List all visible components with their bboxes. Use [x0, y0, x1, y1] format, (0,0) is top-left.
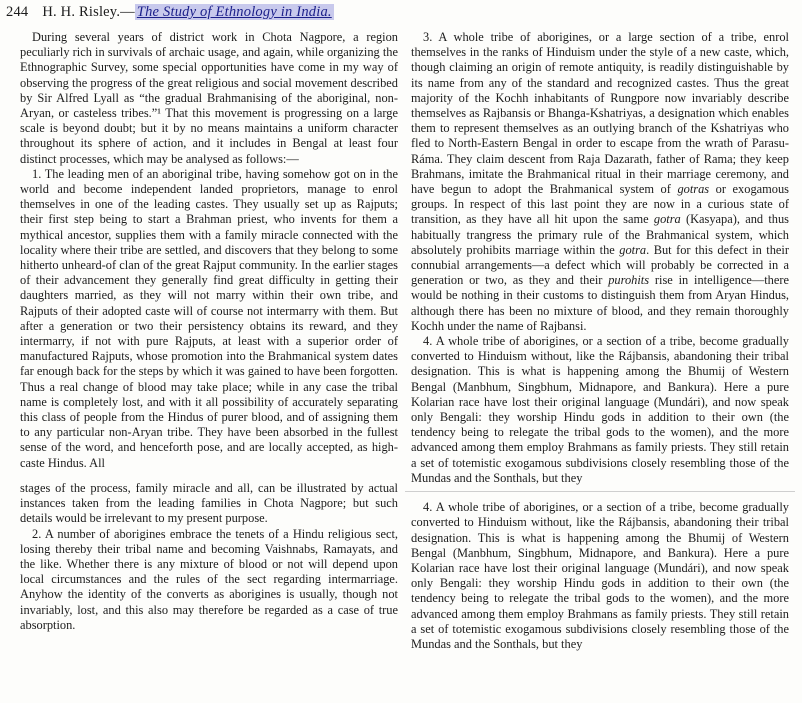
column-gap: [20, 471, 398, 481]
paragraph-three-text: (Kasyapa), and thus habitually trangress the primary rule of the Brahmanical system, which absolutely prohibits marriage within the: [411, 212, 789, 257]
paragraph-intro: During several years of district work in Chota Nagpore, a region peculiarly rich in survivals of archaic usage, and again, while organizing the Ethnographic Survey, some special opportunities have come in my way of observing the progress of the great religious and social movement described by Sir Alfred Lyall as “the gradual Brahmanising of the aboriginal, non-Aryan, or casteless tribes.”¹ That this movement is progressing on a large scale is beyond doubt; but it by no means maintains a uniform character throughout its sphere of action, and it includes in Bengal at least four distinct processes, which may be analysed as follows:—: [20, 30, 398, 166]
paragraph-four: 4. A whole tribe of aborigines, or a section of a tribe, become gradually converted to Hinduism without, like the Rájbansis, abandoning their tribal designation. This is what is happening among the Bhumij of Western Bengal (Manbhum, Singbhum, Midnapore, and Bankura). Here a pure Kolarian race have lost their original language (Mundári), and now speak only Bengali: they worship Hindu gods in addition to their own (the tendency being to relegate the tribal gods to the women), and the more advanced among them employ Brahmans as family priests. They still retain a set of totemistic exogamous subdivisions closely resembling those of the Mundas and the Sonthals, but they: [411, 334, 789, 485]
paragraph-three-text: 3. A whole tribe of aborigines, or a large section of a tribe, enrol themselves in the ranks of Hinduism under the style of a new caste, which, though claiming an origin of remote antiquity, is readily distinguishable by its name from any of the standard and recognized castes. Thus the great majority of the Kochh inhabitants of Rungpore now invariably describe themselves as Rajbansis or Bhanga-Kshatriyas, a designation which enables them to represent themselves as an outlying branch of the Kshatriyas who fled to North-Eastern Bengal in order to escape from the wrath of Parasu-Ráma. They claim descent from Raja Dazarath, father of Rama; they keep Brahmans, imitate the Brahmanical ritual in their marriage ceremony, and have begun to adopt the Brahmanical system of: [411, 30, 789, 197]
paragraph-three-text: rise in intelligence—there would be nothing in their customs to distinguish them from Aryan Hindus, although there has been no mixture of blood, and they remain thoroughly Kochh under the name of Rajbansi.: [411, 273, 789, 333]
paragraph-three-text: or exogamous groups. In respect of this last point they are now in a curious state of transition, as they have all hit upon the same: [411, 182, 789, 227]
page-number: 244: [6, 4, 29, 20]
article-title: The Study of Ethnology in India.: [136, 4, 332, 20]
paragraph-four-duplicate: 4. A whole tribe of aborigines, or a section of a tribe, become gradually converted to Hinduism without, like the Rájbansis, abandoning their tribal designation. This is what is happening among the Bhumij of Western Bengal (Manbhum, Singbhum, Midnapore, and Bankura). Here a pure Kolarian race have lost their original language (Mundári), and now speak only Bengali: they worship Hindu gods in addition to their own (the tendency being to relegate the tribal gods to the women), and the more advanced among them employ Brahmans as family priests. They still retain a set of totemistic exogamous subdivisions closely resembling those of the Mundas and the Sonthals, but they: [411, 500, 789, 651]
section-divider: [405, 491, 795, 492]
italic-term: gotra: [619, 242, 647, 257]
paragraph-one-continued: stages of the process, family miracle and all, can be illustrated by actual instances taken from the leading families in Chota Nagpore; but such details would be irrelevant to my present purpose.: [20, 480, 398, 526]
italic-term: gotras: [677, 182, 710, 197]
paragraph-three-text: . But for this defect in their connubial arrangements—a defect which will probably be corrected in a generation or two, as they and their: [411, 242, 790, 288]
right-column: [411, 30, 789, 652]
left-column: [20, 30, 398, 633]
paragraph-three: [411, 30, 789, 334]
italic-term: purohits: [608, 273, 650, 288]
author-name: H. H. Risley.—: [42, 4, 135, 20]
page-header: [6, 4, 334, 21]
italic-term: gotra: [653, 212, 681, 227]
paragraph-two: 2. A number of aborigines embrace the tenets of a Hindu religious sect, losing thereby their tribal name and becoming Vaishnabs, Ramayats, and the like. Whether there is any mixture of blood or not will depend upon local circumstances and the rules of the sect regarding intermarriage. Anyhow the identity of the converts as aborigines is usually, though not invariably, lost, and this also may therefore be regarded as a case of true absorption.: [20, 526, 398, 632]
paragraph-one: 1. The leading men of an aboriginal tribe, having somehow got on in the world and become independent landed proprietors, manage to enrol themselves in one of the leading castes. They usually set up as Rajputs; their first step being to start a Brahman priest, who invents for them a mythical ancestor, supplies them with a family miracle connected with the locality where their tribe are settled, and discovers that they belong to some hitherto unheard-of clan of the great Rajput community. In the earlier stages of their advancement they generally find great difficulty in getting their daughters married, as they will not marry within their own tribe, and Rajputs of their adopted caste will of course not intermarry with them. But after a generation or two their persistency obtains its reward, and they intermarry, if not with pure Rajputs, at least with a superior order of manufactured Rajputs, whose promotion into the Brahmanical system dates far enough back for the steps by which it was gained to have been forgotten. Thus a real change of blood may take place; while in any case the tribal name is completely lost, and with it all possibility of accurately separating this class of people from the Hindus of purer blood, and of assigning them to any particular non-Aryan tribe. They have been absorbed in the fullest sense of the word, and henceforth pose, and are locally accepted, as high-caste Hindus. All: [20, 166, 398, 470]
